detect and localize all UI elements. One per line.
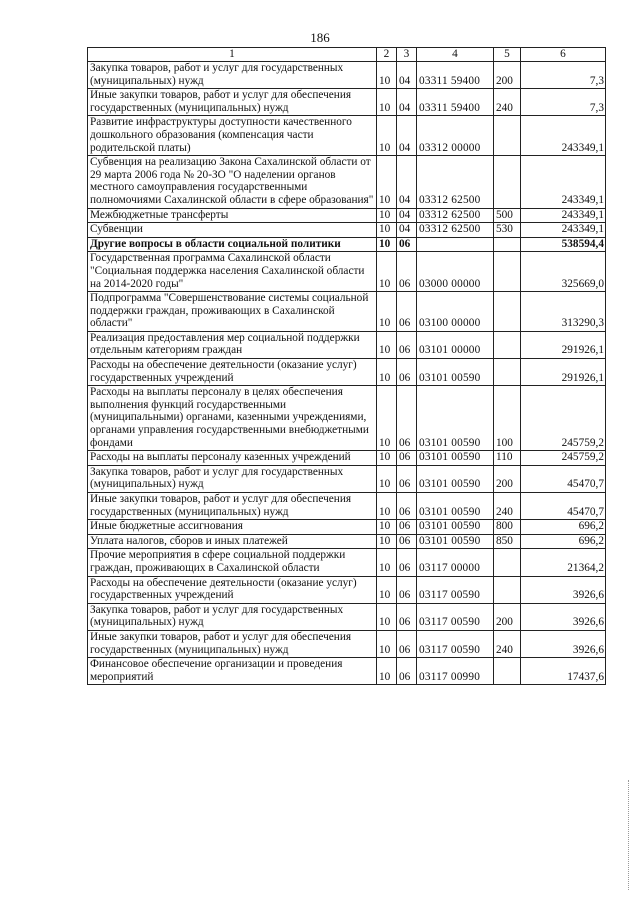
row-name-cell: Расходы на обеспечение деятельности (оказание услуг) государственных учреждений bbox=[88, 359, 377, 386]
row-target-article-cell: 03000 00000 bbox=[417, 252, 494, 292]
row-target-article-cell: 03117 00990 bbox=[417, 658, 494, 685]
row-expense-type-cell bbox=[494, 331, 521, 358]
row-expense-type-cell bbox=[494, 116, 521, 156]
row-amount-cell: 7,3 bbox=[521, 89, 606, 116]
row-subsection-cell: 06 bbox=[397, 292, 417, 332]
row-target-article-cell: 03312 00000 bbox=[417, 116, 494, 156]
row-amount-cell: 243349,1 bbox=[521, 223, 606, 238]
row-subsection-cell: 06 bbox=[397, 331, 417, 358]
table-row bbox=[88, 534, 606, 549]
row-name-cell: Иные бюджетные ассигнования bbox=[88, 520, 377, 535]
row-section-cell: 10 bbox=[377, 386, 397, 451]
row-name-cell: Расходы на выплаты персоналу казенных учреждений bbox=[88, 451, 377, 466]
row-target-article-cell: 03117 00590 bbox=[417, 630, 494, 657]
row-target-article-cell: 03312 62500 bbox=[417, 223, 494, 238]
table-row bbox=[88, 208, 606, 223]
row-amount-cell: 291926,1 bbox=[521, 331, 606, 358]
row-name-cell: Финансовое обеспечение организации и проведения мероприятий bbox=[88, 658, 377, 685]
row-section-cell: 10 bbox=[377, 237, 397, 252]
row-section-cell: 10 bbox=[377, 658, 397, 685]
row-expense-type-cell: 200 bbox=[494, 465, 521, 492]
budget-table bbox=[87, 47, 606, 685]
row-amount-cell: 243349,1 bbox=[521, 156, 606, 208]
row-expense-type-cell bbox=[494, 576, 521, 603]
row-subsection-cell: 04 bbox=[397, 223, 417, 238]
row-amount-cell: 538594,4 bbox=[521, 237, 606, 252]
row-name-cell: Подпрограмма "Совершенствование системы социальной поддержки граждан, проживающих в Сахалинской области" bbox=[88, 292, 377, 332]
row-expense-type-cell bbox=[494, 658, 521, 685]
row-target-article-cell: 03101 00000 bbox=[417, 331, 494, 358]
row-amount-cell: 243349,1 bbox=[521, 208, 606, 223]
table-row bbox=[88, 116, 606, 156]
table-row bbox=[88, 386, 606, 451]
row-section-cell: 10 bbox=[377, 520, 397, 535]
row-expense-type-cell bbox=[494, 292, 521, 332]
row-amount-cell: 3926,6 bbox=[521, 603, 606, 630]
row-expense-type-cell: 240 bbox=[494, 89, 521, 116]
row-subsection-cell: 06 bbox=[397, 576, 417, 603]
row-expense-type-cell: 850 bbox=[494, 534, 521, 549]
row-name-cell: Развитие инфраструктуры доступности качественного дошкольного образования (компенсация части родительской платы) bbox=[88, 116, 377, 156]
row-name-cell: Иные закупки товаров, работ и услуг для обеспечения государственных (муниципальных) нужд bbox=[88, 630, 377, 657]
row-amount-cell: 3926,6 bbox=[521, 630, 606, 657]
header-col-2: 2 bbox=[377, 48, 397, 62]
table-row bbox=[88, 549, 606, 576]
row-expense-type-cell: 240 bbox=[494, 493, 521, 520]
row-expense-type-cell: 110 bbox=[494, 451, 521, 466]
row-subsection-cell: 06 bbox=[397, 549, 417, 576]
table-body bbox=[88, 62, 606, 685]
header-col-3: 3 bbox=[397, 48, 417, 62]
row-section-cell: 10 bbox=[377, 116, 397, 156]
row-target-article-cell: 03101 00590 bbox=[417, 465, 494, 492]
table-row bbox=[88, 223, 606, 238]
row-name-cell: Иные закупки товаров, работ и услуг для обеспечения государственных (муниципальных) нужд bbox=[88, 89, 377, 116]
row-subsection-cell: 04 bbox=[397, 208, 417, 223]
row-target-article-cell: 03117 00590 bbox=[417, 603, 494, 630]
row-target-article-cell: 03117 00000 bbox=[417, 549, 494, 576]
table-row bbox=[88, 465, 606, 492]
row-expense-type-cell bbox=[494, 549, 521, 576]
row-expense-type-cell bbox=[494, 252, 521, 292]
row-subsection-cell: 06 bbox=[397, 359, 417, 386]
row-name-cell: Другие вопросы в области социальной политики bbox=[88, 237, 377, 252]
table-row bbox=[88, 156, 606, 208]
table-row bbox=[88, 252, 606, 292]
row-subsection-cell: 06 bbox=[397, 252, 417, 292]
row-subsection-cell: 06 bbox=[397, 451, 417, 466]
row-target-article-cell: 03101 00590 bbox=[417, 386, 494, 451]
row-amount-cell: 291926,1 bbox=[521, 359, 606, 386]
row-name-cell: Расходы на обеспечение деятельности (оказание услуг) государственных учреждений bbox=[88, 576, 377, 603]
row-section-cell: 10 bbox=[377, 156, 397, 208]
row-section-cell: 10 bbox=[377, 223, 397, 238]
row-name-cell: Уплата налогов, сборов и иных платежей bbox=[88, 534, 377, 549]
row-amount-cell: 313290,3 bbox=[521, 292, 606, 332]
row-target-article-cell: 03101 00590 bbox=[417, 520, 494, 535]
header-col-5: 5 bbox=[494, 48, 521, 62]
table-row bbox=[88, 292, 606, 332]
row-amount-cell: 243349,1 bbox=[521, 116, 606, 156]
row-target-article-cell: 03312 62500 bbox=[417, 156, 494, 208]
row-name-cell: Межбюджетные трансферты bbox=[88, 208, 377, 223]
row-expense-type-cell: 240 bbox=[494, 630, 521, 657]
row-name-cell: Закупка товаров, работ и услуг для государственных (муниципальных) нужд bbox=[88, 465, 377, 492]
row-amount-cell: 17437,6 bbox=[521, 658, 606, 685]
row-name-cell: Субвенция на реализацию Закона Сахалинской области от 29 марта 2006 года № 20-ЗО "О наделении органов местного самоуправления государственными полномочиями Сахалинской области в сфере образования" bbox=[88, 156, 377, 208]
table-row bbox=[88, 331, 606, 358]
row-section-cell: 10 bbox=[377, 331, 397, 358]
row-subsection-cell: 06 bbox=[397, 520, 417, 535]
row-section-cell: 10 bbox=[377, 465, 397, 492]
row-subsection-cell: 06 bbox=[397, 630, 417, 657]
row-subsection-cell: 04 bbox=[397, 116, 417, 156]
row-amount-cell: 3926,6 bbox=[521, 576, 606, 603]
table-row bbox=[88, 237, 606, 252]
row-expense-type-cell bbox=[494, 237, 521, 252]
row-amount-cell: 325669,0 bbox=[521, 252, 606, 292]
table-row bbox=[88, 89, 606, 116]
row-name-cell: Субвенции bbox=[88, 223, 377, 238]
row-subsection-cell: 04 bbox=[397, 62, 417, 89]
row-amount-cell: 245759,2 bbox=[521, 451, 606, 466]
table-row bbox=[88, 576, 606, 603]
row-target-article-cell bbox=[417, 237, 494, 252]
header-col-1: 1 bbox=[88, 48, 377, 62]
row-section-cell: 10 bbox=[377, 534, 397, 549]
header-col-6: 6 bbox=[521, 48, 606, 62]
row-name-cell: Закупка товаров, работ и услуг для государственных (муниципальных) нужд bbox=[88, 603, 377, 630]
row-target-article-cell: 03100 00000 bbox=[417, 292, 494, 332]
row-subsection-cell: 06 bbox=[397, 603, 417, 630]
row-section-cell: 10 bbox=[377, 451, 397, 466]
row-section-cell: 10 bbox=[377, 89, 397, 116]
row-subsection-cell: 06 bbox=[397, 386, 417, 451]
row-section-cell: 10 bbox=[377, 493, 397, 520]
row-subsection-cell: 06 bbox=[397, 658, 417, 685]
table-row bbox=[88, 493, 606, 520]
row-amount-cell: 245759,2 bbox=[521, 386, 606, 451]
row-amount-cell: 696,2 bbox=[521, 520, 606, 535]
row-amount-cell: 45470,7 bbox=[521, 493, 606, 520]
row-name-cell: Прочие мероприятия в сфере социальной поддержки граждан, проживающих в Сахалинской области bbox=[88, 549, 377, 576]
row-expense-type-cell bbox=[494, 156, 521, 208]
table-row bbox=[88, 359, 606, 386]
row-subsection-cell: 06 bbox=[397, 534, 417, 549]
row-name-cell: Иные закупки товаров, работ и услуг для обеспечения государственных (муниципальных) нужд bbox=[88, 493, 377, 520]
row-amount-cell: 7,3 bbox=[521, 62, 606, 89]
row-amount-cell: 696,2 bbox=[521, 534, 606, 549]
row-section-cell: 10 bbox=[377, 576, 397, 603]
row-expense-type-cell: 500 bbox=[494, 208, 521, 223]
row-subsection-cell: 06 bbox=[397, 237, 417, 252]
row-subsection-cell: 04 bbox=[397, 156, 417, 208]
row-section-cell: 10 bbox=[377, 208, 397, 223]
row-target-article-cell: 03311 59400 bbox=[417, 89, 494, 116]
row-subsection-cell: 06 bbox=[397, 465, 417, 492]
row-subsection-cell: 06 bbox=[397, 493, 417, 520]
table-row bbox=[88, 520, 606, 535]
row-target-article-cell: 03311 59400 bbox=[417, 62, 494, 89]
row-section-cell: 10 bbox=[377, 549, 397, 576]
row-subsection-cell: 04 bbox=[397, 89, 417, 116]
row-section-cell: 10 bbox=[377, 62, 397, 89]
row-name-cell: Закупка товаров, работ и услуг для государственных (муниципальных) нужд bbox=[88, 62, 377, 89]
table-row bbox=[88, 658, 606, 685]
row-target-article-cell: 03312 62500 bbox=[417, 208, 494, 223]
row-section-cell: 10 bbox=[377, 252, 397, 292]
row-expense-type-cell: 200 bbox=[494, 62, 521, 89]
header-col-4: 4 bbox=[417, 48, 494, 62]
row-name-cell: Расходы на выплаты персоналу в целях обеспечения выполнения функций государственными (муниципальными) органами, казенными учреждениями, органами управления государственными внебюджетными фондами bbox=[88, 386, 377, 451]
row-section-cell: 10 bbox=[377, 292, 397, 332]
row-expense-type-cell: 800 bbox=[494, 520, 521, 535]
table-row bbox=[88, 62, 606, 89]
row-amount-cell: 21364,2 bbox=[521, 549, 606, 576]
row-section-cell: 10 bbox=[377, 630, 397, 657]
table-row bbox=[88, 603, 606, 630]
margin-marks bbox=[628, 780, 632, 890]
table-row bbox=[88, 451, 606, 466]
row-name-cell: Государственная программа Сахалинской области "Социальная поддержка населения Сахалинской области на 2014-2020 годы" bbox=[88, 252, 377, 292]
row-target-article-cell: 03101 00590 bbox=[417, 359, 494, 386]
row-target-article-cell: 03101 00590 bbox=[417, 451, 494, 466]
row-amount-cell: 45470,7 bbox=[521, 465, 606, 492]
row-expense-type-cell: 530 bbox=[494, 223, 521, 238]
row-target-article-cell: 03101 00590 bbox=[417, 493, 494, 520]
row-expense-type-cell: 100 bbox=[494, 386, 521, 451]
row-section-cell: 10 bbox=[377, 603, 397, 630]
table-header-row bbox=[88, 48, 606, 62]
page-number: 186 bbox=[310, 30, 330, 45]
row-expense-type-cell: 200 bbox=[494, 603, 521, 630]
row-target-article-cell: 03101 00590 bbox=[417, 534, 494, 549]
row-section-cell: 10 bbox=[377, 359, 397, 386]
row-expense-type-cell bbox=[494, 359, 521, 386]
table-row bbox=[88, 630, 606, 657]
row-target-article-cell: 03117 00590 bbox=[417, 576, 494, 603]
row-name-cell: Реализация предоставления мер социальной поддержки отдельным категориям граждан bbox=[88, 331, 377, 358]
